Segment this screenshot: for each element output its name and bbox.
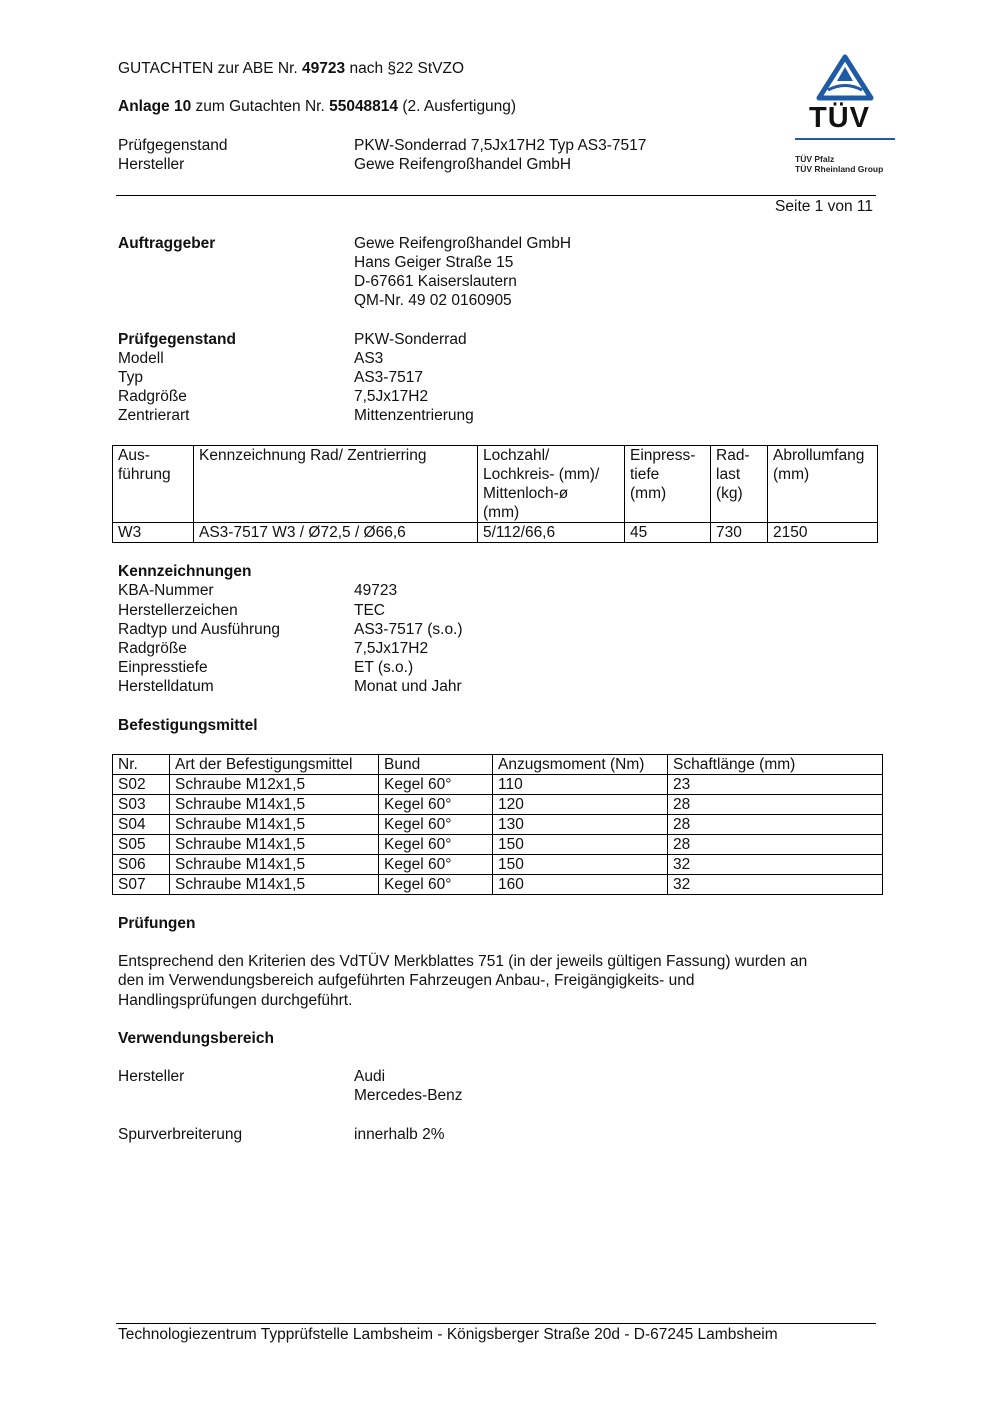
page-number: Seite 1 von 11 — [775, 198, 873, 215]
table-cell: S06 — [113, 855, 170, 875]
pg-value: Mittenzentrierung — [354, 407, 474, 424]
kz-label: Radgröße — [118, 640, 187, 657]
table-cell: 28 — [668, 795, 883, 815]
kz-label: Einpresstiefe — [118, 659, 208, 676]
table-cell: S05 — [113, 835, 170, 855]
header-title-suffix: nach §22 StVZO — [345, 60, 465, 77]
pg-value: AS3-7517 — [354, 369, 423, 386]
table-cell: 150 — [493, 855, 668, 875]
header-line: last — [716, 466, 741, 483]
vb-spur-label: Spurverbreiterung — [118, 1126, 243, 1143]
table-cell: 150 — [493, 835, 668, 855]
pg-value: PKW-Sonderrad — [354, 331, 467, 348]
table-cell: Kegel 60° — [379, 875, 493, 895]
pg-value: AS3 — [354, 350, 384, 367]
befestigung-title: Befestigungsmittel — [118, 717, 258, 734]
table-header-row — [113, 755, 883, 775]
auftraggeber-line: Gewe Reifengroßhandel GmbH — [354, 235, 572, 252]
kz-value: ET (s.o.) — [354, 659, 414, 676]
pg-value: 7,5Jx17H2 — [354, 388, 429, 405]
table-row — [113, 775, 883, 795]
table-cell: S07 — [113, 875, 170, 895]
table-cell: Kegel 60° — [379, 815, 493, 835]
table-cell: Kegel 60° — [379, 795, 493, 815]
verwendungsbereich-title: Verwendungsbereich — [118, 1030, 274, 1047]
table-header-cell: Schaftlänge (mm) — [668, 755, 883, 775]
table-row — [113, 875, 883, 895]
header-line: Einpress- — [630, 447, 696, 464]
header-pg-label: Prüfgegenstand — [118, 137, 228, 154]
header-line: Kennzeichnung Rad/ Zentrierring — [199, 447, 427, 464]
anlage-number: Anlage 10 — [118, 98, 192, 115]
table-cell: S03 — [113, 795, 170, 815]
table-header-cell: Art der Befestigungsmittel — [170, 755, 379, 775]
header-line: tiefe — [630, 466, 660, 483]
pruefungen-text-line: Entsprechend den Kriterien des VdTÜV Merkblattes 751 (in der jeweils gültigen Fassung) wurden an — [118, 953, 808, 970]
table-cell: Schraube M14x1,5 — [170, 835, 379, 855]
header-line: Lochkreis- (mm)/ — [483, 466, 600, 483]
gutachten-number: 55048814 — [329, 98, 399, 115]
kz-value: 7,5Jx17H2 — [354, 640, 429, 657]
pruefungen-title: Prüfungen — [118, 915, 196, 932]
vb-hersteller-label: Hersteller — [118, 1068, 185, 1085]
table-row — [113, 815, 883, 835]
table-cell: Kegel 60° — [379, 835, 493, 855]
pg-label: Prüfgegenstand — [118, 331, 236, 348]
kz-label: Herstellerzeichen — [118, 602, 238, 619]
tuev-brand: TÜV — [809, 102, 870, 134]
header-hs-label: Hersteller — [118, 156, 185, 173]
kz-value: 49723 — [354, 582, 398, 599]
header-pg-value: PKW-Sonderrad 7,5Jx17H2 Typ AS3-7517 — [354, 137, 647, 154]
table-row — [113, 855, 883, 875]
pg-label: Modell — [118, 350, 164, 367]
auftraggeber-line: QM-Nr. 49 02 0160905 — [354, 292, 512, 309]
tuev-logo — [793, 54, 897, 178]
table-cell: 28 — [668, 815, 883, 835]
header-subtitle — [118, 97, 516, 116]
table-cell: Schraube M14x1,5 — [170, 815, 379, 835]
table-cell: Schraube M12x1,5 — [170, 775, 379, 795]
footer-text: Technologiezentrum Typprüfstelle Lambsheim - Königsberger Straße 20d - D-67245 Lambsheim — [118, 1326, 778, 1343]
logo-line1: TÜV Pfalz — [795, 154, 835, 164]
table-cell: S04 — [113, 815, 170, 835]
table-cell: 45 — [625, 523, 711, 543]
bolt-table — [112, 754, 883, 895]
table-cell: 120 — [493, 795, 668, 815]
wheel-table — [112, 445, 878, 543]
abe-number: 49723 — [302, 60, 346, 77]
header-line: Mittenloch-ø — [483, 485, 569, 502]
logo-line2: TÜV Rheinland Group — [795, 164, 884, 174]
header-line: Lochzahl/ — [483, 447, 550, 464]
header-subtitle-text: zum Gutachten Nr. — [191, 98, 330, 115]
table-header-cell: Nr. — [113, 755, 170, 775]
table-cell: AS3-7517 W3 / Ø72,5 / Ø66,6 — [194, 523, 478, 543]
table-header-cell: Anzugsmoment (Nm) — [493, 755, 668, 775]
table-row — [113, 835, 883, 855]
table-cell: Schraube M14x1,5 — [170, 875, 379, 895]
pg-label: Zentrierart — [118, 407, 190, 424]
table-cell: Schraube M14x1,5 — [170, 855, 379, 875]
table-cell: 130 — [493, 815, 668, 835]
table-cell: W3 — [113, 523, 194, 543]
table-cell: Kegel 60° — [379, 775, 493, 795]
header-rule — [116, 195, 876, 196]
kz-value: AS3-7517 (s.o.) — [354, 621, 463, 638]
table-cell: 28 — [668, 835, 883, 855]
header-hs-value: Gewe Reifengroßhandel GmbH — [354, 156, 572, 173]
table-header-cell — [711, 446, 768, 523]
kz-label: KBA-Nummer — [118, 582, 214, 599]
footer-rule — [116, 1323, 876, 1324]
header-line: (mm) — [483, 504, 520, 521]
table-header-row — [113, 446, 878, 523]
header-line: (mm) — [630, 485, 667, 502]
table-header-cell: Bund — [379, 755, 493, 775]
table-cell: S02 — [113, 775, 170, 795]
vb-spur-value: innerhalb 2% — [354, 1126, 445, 1143]
auftraggeber-line: D-67661 Kaiserslautern — [354, 273, 517, 290]
table-row — [113, 795, 883, 815]
pg-label: Radgröße — [118, 388, 187, 405]
table-cell: 110 — [493, 775, 668, 795]
table-header-cell — [478, 446, 625, 523]
header-line: Rad- — [716, 447, 750, 464]
kz-value: TEC — [354, 602, 385, 619]
table-cell: 23 — [668, 775, 883, 795]
kennzeichnungen-title: Kennzeichnungen — [118, 563, 252, 580]
table-cell: 730 — [711, 523, 768, 543]
auftraggeber-label: Auftraggeber — [118, 235, 216, 252]
tuev-triangle-icon — [793, 54, 897, 102]
pruefungen-text-line: den im Verwendungsbereich aufgeführten Fahrzeugen Anbau-, Freigängigkeits- und — [118, 972, 695, 989]
header-line: Abrollumfang — [773, 447, 865, 464]
header-line: (kg) — [716, 485, 743, 502]
header-line: Aus- — [118, 447, 150, 464]
kz-label: Radtyp und Ausführung — [118, 621, 281, 638]
vb-hersteller-value: Mercedes-Benz — [354, 1087, 463, 1104]
header-subtitle-suffix: (2. Ausfertigung) — [398, 98, 517, 115]
pg-label: Typ — [118, 369, 143, 386]
vb-hersteller-value: Audi — [354, 1068, 386, 1085]
table-cell: 160 — [493, 875, 668, 895]
kz-label: Herstelldatum — [118, 678, 214, 695]
table-header-cell — [194, 446, 478, 523]
pruefungen-text-line: Handlingsprüfungen durchgeführt. — [118, 992, 353, 1009]
table-cell: Kegel 60° — [379, 855, 493, 875]
table-header-cell — [768, 446, 878, 523]
kz-value: Monat und Jahr — [354, 678, 462, 695]
logo-divider — [795, 138, 895, 140]
header-line: (mm) — [773, 466, 810, 483]
header-line: führung — [118, 466, 171, 483]
table-cell: 5/112/66,6 — [478, 523, 625, 543]
table-cell: 32 — [668, 875, 883, 895]
table-header-cell — [625, 446, 711, 523]
table-cell: Schraube M14x1,5 — [170, 795, 379, 815]
table-header-cell — [113, 446, 194, 523]
table-cell: 32 — [668, 855, 883, 875]
header-title — [118, 59, 464, 78]
header-title-text: GUTACHTEN zur ABE Nr. — [118, 60, 303, 77]
table-row — [113, 523, 878, 543]
table-cell: 2150 — [768, 523, 878, 543]
auftraggeber-line: Hans Geiger Straße 15 — [354, 254, 514, 271]
